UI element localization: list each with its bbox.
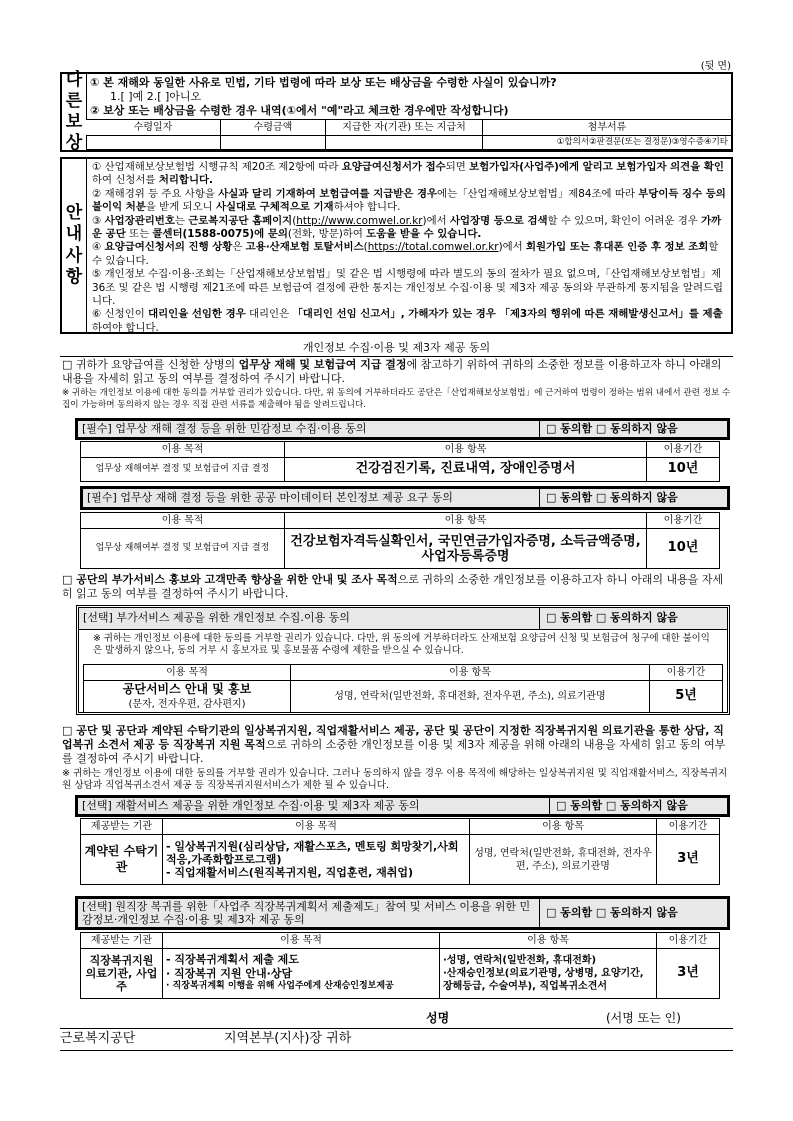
section-4-table (80, 818, 720, 885)
section-5-period: 3년 (657, 949, 720, 999)
signature-divider (60, 1028, 733, 1029)
question-2: ② 보상 또는 배상금을 수령한 경우 내역(①에서 "예"라고 체크한 경우에만 작성합니다) (90, 104, 509, 117)
divider (60, 356, 733, 357)
consent-intro-1: □ 귀하가 요양급여를 신청한 상병의 업무상 재해 및 보험급여 지급 결정에 참고하기 위하여 귀하의 소중한 정보를 이용하고자 하니 아래의 내용을 자세히 읽고 동의 여부를 결정하여 주시기 바랍니다. (62, 358, 722, 385)
page-side-label: (뒷 면) (700, 61, 731, 72)
other-compensation-heading: 다 른 보 상 (62, 74, 87, 150)
addressee-office: 지역본부(지사)장 귀하 (224, 1031, 352, 1046)
section-2-purpose: 업무상 재해여부 결정 및 보험급여 지급 결정 (81, 529, 285, 569)
consent-intro-3-note: ※ 귀하는 개인정보 이용에 대한 동의를 거부할 권리가 있습니다. 그러나 동의하지 않을 경우 이용 목적에 해당하는 일상복귀지원 및 직업재활서비스, 직장복귀지원 상담과 직업복귀소견서 제공 등 직장복귀지원서비스가 제한 될 수 있습니다. (62, 768, 728, 791)
section-5-purpose: - 직장복귀계획서 제출 제도 · 직장복귀 지원 안내·상담 · 직장복귀계획 이행을 위해 사업주에게 산재승인정보제공 (163, 949, 440, 999)
section-1-title: [필수] 업무상 재해 결정 등을 위한 민감정보 수집·이용 동의 (78, 421, 540, 437)
consent-intro-3: □ 공단 및 공단과 계약된 수탁기관의 일상복귀지원, 직업재활서비스 제공, 공단 및 공단이 지정한 직장복귀지원 의료기관을 통한 상담, 직업복귀 소견서 제공 등 직장복귀 지원 목적으로 귀하의 소중한 개인정보를 이용 및 제3자 제공을 위해 아래의 내용을 자세히 읽고 동의 여부를 결정하여 주시기 바랍니다. (62, 724, 726, 765)
signature-name-field[interactable] (470, 1008, 600, 1026)
section-1-items: 건강검진기록, 진료내역, 장애인증명서 (285, 458, 647, 482)
col-payer: 지급한 자(기관) 또는 지급처 (326, 120, 483, 136)
col-receipt-amount: 수령금액 (221, 120, 326, 136)
question-1: ① 본 재해와 동일한 사유로 민법, 기타 법령에 따라 보상 또는 배상금을 수령한 사실이 있습니까? (90, 76, 557, 89)
section-3-period: 5년 (650, 681, 723, 713)
guide-section (60, 157, 733, 334)
signature-sign-label: (서명 또는 인) (606, 1011, 681, 1025)
col-receipt-date: 수령일자 (86, 120, 221, 136)
section-2-title: [필수] 업무상 재해 결정 등을 위한 공공 마이데이터 본인정보 제공 요구 동의 (83, 489, 540, 507)
section-5-table (80, 932, 720, 999)
col-items: 이용 항목 (285, 513, 647, 529)
col-purpose: 이용 목적 (163, 933, 440, 949)
col-attachments: 첨부서류 (483, 120, 732, 136)
section-3-table (83, 664, 723, 713)
other-compensation-section (60, 69, 733, 154)
section-3-consent-checkbox[interactable]: □ 동의함 □ 동의하지 않음 (546, 611, 678, 625)
section-1-period: 10년 (647, 458, 720, 482)
guide-item-3: ③ 사업장관리번호는 근로복지공단 홈페이지(http://www.comwel.or.kr)에서 사업장명 등으로 검색할 수 있으며, 확인이 어려운 경우 가까운 공단 또는 콜센터(1588-0075)에 문의(전화, 방문)하여 도움을 받을 수 있습니다. (92, 214, 722, 241)
section-3-header (79, 608, 727, 630)
section-3-box (76, 605, 730, 715)
receipt-amount-field[interactable] (221, 136, 326, 150)
section-4-items: 성명, 연락처(일반전화, 휴대전화, 전자우편, 주소), 의료기관명 (470, 835, 657, 885)
section-4-purpose: - 일상복귀지원(심리상담, 재활스포츠, 멘토링 희망찾기,사회적응,가족화합프로그램) - 직업재활서비스(원직복귀지원, 직업훈련, 재취업) (163, 835, 470, 885)
section-5-items: ·성명, 연락처(일반전화, 휴대전화) ·산재승인정보(의료기관명, 상병명, 요양기간, 장해등급, 수술여부), 직업복귀소견서 (440, 949, 657, 999)
section-5-consent-checkbox[interactable]: □ 동의함 □ 동의하지 않음 (546, 905, 678, 919)
section-2-table (80, 512, 720, 569)
guide-item-5: ⑤ 개인정보 수집·이용·조회는「산업재해보상보험법」및 같은 법 시행령에 따라 별도의 동의 절차가 필요 없으며,「산업재해보상보험법」제36조 및 같은 법 시행령 제21조에 따른 보험급여 결정에 관한 통지는 개인정보 수집·이용 및 제3자 제공 동의와 무관하게 통지됨을 알려드립니다. (92, 268, 724, 308)
section-3-purpose: 공단서비스 안내 및 홍보 (문자, 전자우편, 감사편지) (84, 681, 291, 713)
guide-item-6: ⑥ 신청인이 대리인을 선임한 경우 대리인은 「대리인 선임 신고서」, 가해자가 있는 경우 「제3자의 행위에 따른 재해발생신고서」를 제출하여야 합니다. (92, 308, 723, 334)
section-5-header (75, 896, 730, 930)
col-purpose: 이용 목적 (163, 819, 470, 835)
col-items: 이용 항목 (470, 819, 657, 835)
receipt-date-field[interactable] (86, 136, 221, 150)
consent-intro-note: ※ 귀하는 개인정보 이용에 대한 동의를 거부할 권리가 있습니다. 다만, 위 동의에 거부하더라도 공단은「산업재해보상보험법」에 근거하여 법령이 정하는 범위 내에서 관련 정보 수집이 가능하며 동의하지 않는 경우 직접 관련 서류를 제출해야 됨을 알려드립니다. (62, 388, 731, 410)
col-period: 이용기간 (650, 665, 723, 681)
section-3-items: 성명, 연락처(일반전화, 휴대전화, 전자우편, 주소), 의료기관명 (291, 681, 650, 713)
section-2-items: 건강보험자격득실확인서, 국민연금가입자증명, 소득금액증명, 사업자등록증명 (285, 529, 647, 569)
attachment-types: ①합의서②판결문(또는 결정문)③영수증④기타 (483, 136, 732, 150)
col-purpose: 이용 목적 (84, 665, 291, 681)
guide-heading: 안 내 사 항 (62, 159, 87, 332)
guide-items (92, 161, 727, 335)
guide-item-4: ④ 요양급여신청서의 진행 상황은 고용·산재보험 토탈서비스(https://total.comwel.or.kr)에서 회원가입 또는 휴대폰 인증 후 정보 조회할 수 있습니다. (92, 241, 719, 267)
col-purpose: 이용 목적 (81, 513, 285, 529)
section-1-header (75, 418, 730, 440)
section-5-title: [선택] 원직장 복귀를 위한「사업주 직장복귀계획서 제출제도」참여 및 서비스 이용을 위한 민감정보·개인정보 수집·이용 및 제3자 제공 동의 (78, 899, 540, 927)
addressee-org: 근로복지공단 (60, 1031, 136, 1046)
payer-field[interactable] (326, 136, 483, 150)
section-4-header (75, 795, 730, 817)
col-items: 이용 항목 (285, 442, 647, 458)
section-2-period: 10년 (647, 529, 720, 569)
consent-title: 개인정보 수집·이용 및 제3자 제공 동의 (302, 341, 491, 354)
section-4-recipient: 계약된 수탁기관 (81, 835, 163, 885)
section-2-header (80, 486, 730, 510)
section-4-consent-checkbox[interactable]: □ 동의함 □ 동의하지 않음 (556, 798, 688, 812)
col-recipient: 제공받는 기관 (81, 819, 163, 835)
consent-intro-2: □ 공단의 부가서비스 홍보와 고객만족 향상을 위한 안내 및 조사 목적으로 귀하의 소중한 개인정보를 이용하고자 하니 아래의 내용을 자세히 읽고 동의 여부를 결정하여 주시기 바랍니다. (62, 573, 724, 600)
col-recipient: 제공받는 기관 (81, 933, 163, 949)
section-1-table (80, 441, 720, 482)
section-4-period: 3년 (657, 835, 720, 885)
question-1-options[interactable]: 1.[ ]예 2.[ ]아니오 (110, 90, 202, 103)
guide-item-1: ① 산업재해보상보험법 시행규칙 제20조 제2항에 따라 요양급여신청서가 접수되면 보험가입자(사업주)에게 알리고 보험가입자 의견을 확인하여 신청서를 처리합니다. (92, 161, 724, 187)
section-5-recipient: 직장복귀지원 의료기관, 사업주 (81, 949, 163, 999)
col-purpose: 이용 목적 (81, 442, 285, 458)
section-1-consent-checkbox[interactable]: □ 동의함 □ 동의하지 않음 (546, 421, 678, 435)
col-items: 이용 항목 (291, 665, 650, 681)
section-3-note: ※ 귀하는 개인정보 이용에 대한 동의를 거부할 권리가 있습니다. 다만, 위 동의에 거부하더라도 산재보험 요양급여 신청 및 보험급여 청구에 대한 불이익은 발생하지 않으나, 동의 거부 시 홍보자료 및 홍보물품 수령에 제한을 받으실 수 있습니다. (93, 633, 710, 656)
col-items: 이용 항목 (440, 933, 657, 949)
guide-item-2: ② 재해경위 등 주요 사항을 사실과 달리 기재하여 보험급여를 지급받은 경우에는「산업재해보상보험법」제84조에 따라 부당이득 징수 등의 불이익 처분을 받게 되오니 사실대로 구체적으로 기재하셔야 합니다. (92, 187, 726, 214)
col-period: 이용기간 (657, 933, 720, 949)
footer-divider (60, 1050, 733, 1051)
col-period: 이용기간 (657, 819, 720, 835)
compensation-table (86, 119, 731, 150)
section-4-title: [선택] 재활서비스 제공을 위한 개인정보 수집·이용 및 제3자 제공 동의 (78, 798, 550, 814)
section-2-consent-checkbox[interactable]: □ 동의함 □ 동의하지 않음 (546, 490, 678, 504)
col-period: 이용기간 (647, 513, 720, 529)
signature-name-label: 성명 (426, 1011, 450, 1025)
section-1-purpose: 업무상 재해여부 결정 및 보험급여 지급 결정 (81, 458, 285, 482)
col-period: 이용기간 (647, 442, 720, 458)
section-3-title: [선택] 부가서비스 제공을 위한 개인정보 수집.이용 동의 (79, 608, 540, 629)
